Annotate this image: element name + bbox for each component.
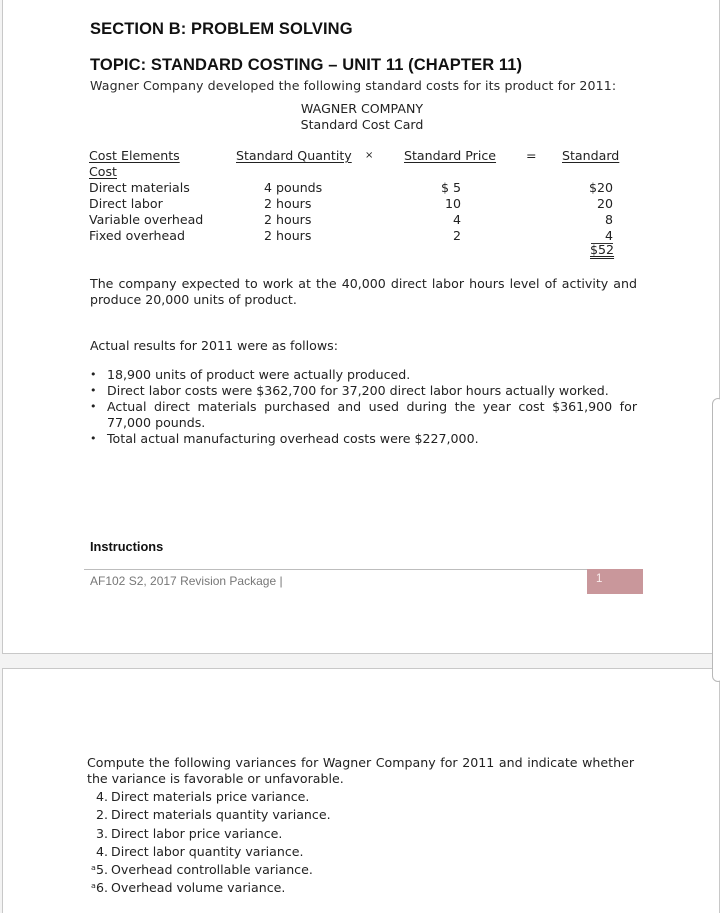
variance-prompt: Compute the following variances for Wagner Company for 2011 and indicate whether the variance is favorable or unfavorable. — [87, 755, 634, 786]
header-cost-elements: Cost Elements — [89, 148, 180, 163]
list-item: • Actual direct materials purchased and used during the year cost $361,900 for 77,000 pounds. — [90, 399, 637, 431]
task-number: ᵃ6. — [91, 880, 108, 896]
task-text: Overhead controllable variance. — [111, 862, 313, 878]
actual-results-intro: Actual results for 2011 were as follows: — [90, 338, 338, 353]
header-standard-price: Standard Price — [404, 148, 497, 163]
task-text: Direct materials quantity variance. — [111, 807, 331, 823]
header-standard: Standard — [562, 148, 620, 163]
task-number: 3. — [95, 825, 108, 841]
footer-divider — [84, 569, 588, 570]
row-quantity: 4 pounds — [264, 180, 323, 195]
task-text: Direct materials price variance. — [111, 789, 310, 804]
task-text: Direct labor price variance. — [111, 825, 283, 841]
row-cost: $20 — [588, 180, 613, 195]
actual-results-list — [90, 367, 637, 447]
topic-heading: TOPIC: STANDARD COSTING – UNIT 11 (CHAPTER 11) — [90, 56, 523, 74]
row-price: 4 — [452, 212, 461, 227]
list-item — [88, 879, 331, 897]
row-price: $ 5 — [440, 180, 461, 195]
list-item: • 18,900 units of product were actually produced. — [90, 367, 637, 383]
task-number: 2. — [95, 807, 108, 823]
footer-text: AF102 S2, 2017 Revision Package | — [90, 574, 283, 588]
row-price: 2 — [452, 228, 461, 243]
list-item — [88, 861, 331, 879]
page-number-badge: 1 — [587, 569, 643, 594]
list-item: • Direct labor costs were $362,700 for 37,200 direct labor hours actually worked. — [90, 383, 637, 399]
list-item — [88, 825, 331, 843]
document-page-1 — [2, 0, 720, 654]
task-text: Overhead volume variance. — [111, 880, 286, 896]
cost-card-title: Standard Cost Card — [300, 117, 424, 132]
total-standard-cost: $52 — [590, 242, 615, 257]
row-quantity: 2 hours — [264, 212, 312, 227]
list-item — [88, 843, 331, 861]
section-heading: SECTION B: PROBLEM SOLVING — [90, 20, 353, 38]
row-element: Fixed overhead — [89, 228, 185, 243]
expected-activity-text: The company expected to work at the 40,000 direct labor hours level of activity and produce 20,000 units of product. — [90, 276, 637, 307]
cost-card-company: WAGNER COMPANY — [300, 101, 424, 116]
row-cost: 8 — [604, 212, 613, 227]
intro-text: Wagner Company developed the following standard costs for its product for 2011: — [90, 78, 617, 93]
row-cost: 4 — [604, 228, 613, 243]
scrollbar-thumb[interactable] — [712, 398, 720, 682]
equals-symbol: = — [526, 148, 537, 163]
row-quantity: 2 hours — [264, 228, 312, 243]
row-price: 10 — [444, 196, 461, 211]
task-text: Direct labor quantity variance. — [111, 843, 304, 859]
list-item — [88, 788, 331, 806]
header-cost: Cost — [89, 164, 117, 179]
row-element: Variable overhead — [89, 212, 204, 227]
row-quantity: 2 hours — [264, 196, 312, 211]
task-number: 4. — [95, 843, 108, 859]
variance-task-list — [88, 788, 331, 898]
list-item: • Total actual manufacturing overhead costs were $227,000. — [90, 431, 637, 447]
instructions-heading: Instructions — [90, 539, 164, 554]
times-symbol: × — [365, 150, 374, 161]
task-number: ᵃ5. — [91, 862, 108, 878]
row-cost: 20 — [596, 196, 613, 211]
row-element: Direct materials — [89, 180, 190, 195]
list-item — [88, 806, 331, 824]
row-element: Direct labor — [89, 196, 163, 211]
task-number: 4. — [95, 789, 108, 804]
header-standard-quantity: Standard Quantity — [236, 148, 352, 163]
